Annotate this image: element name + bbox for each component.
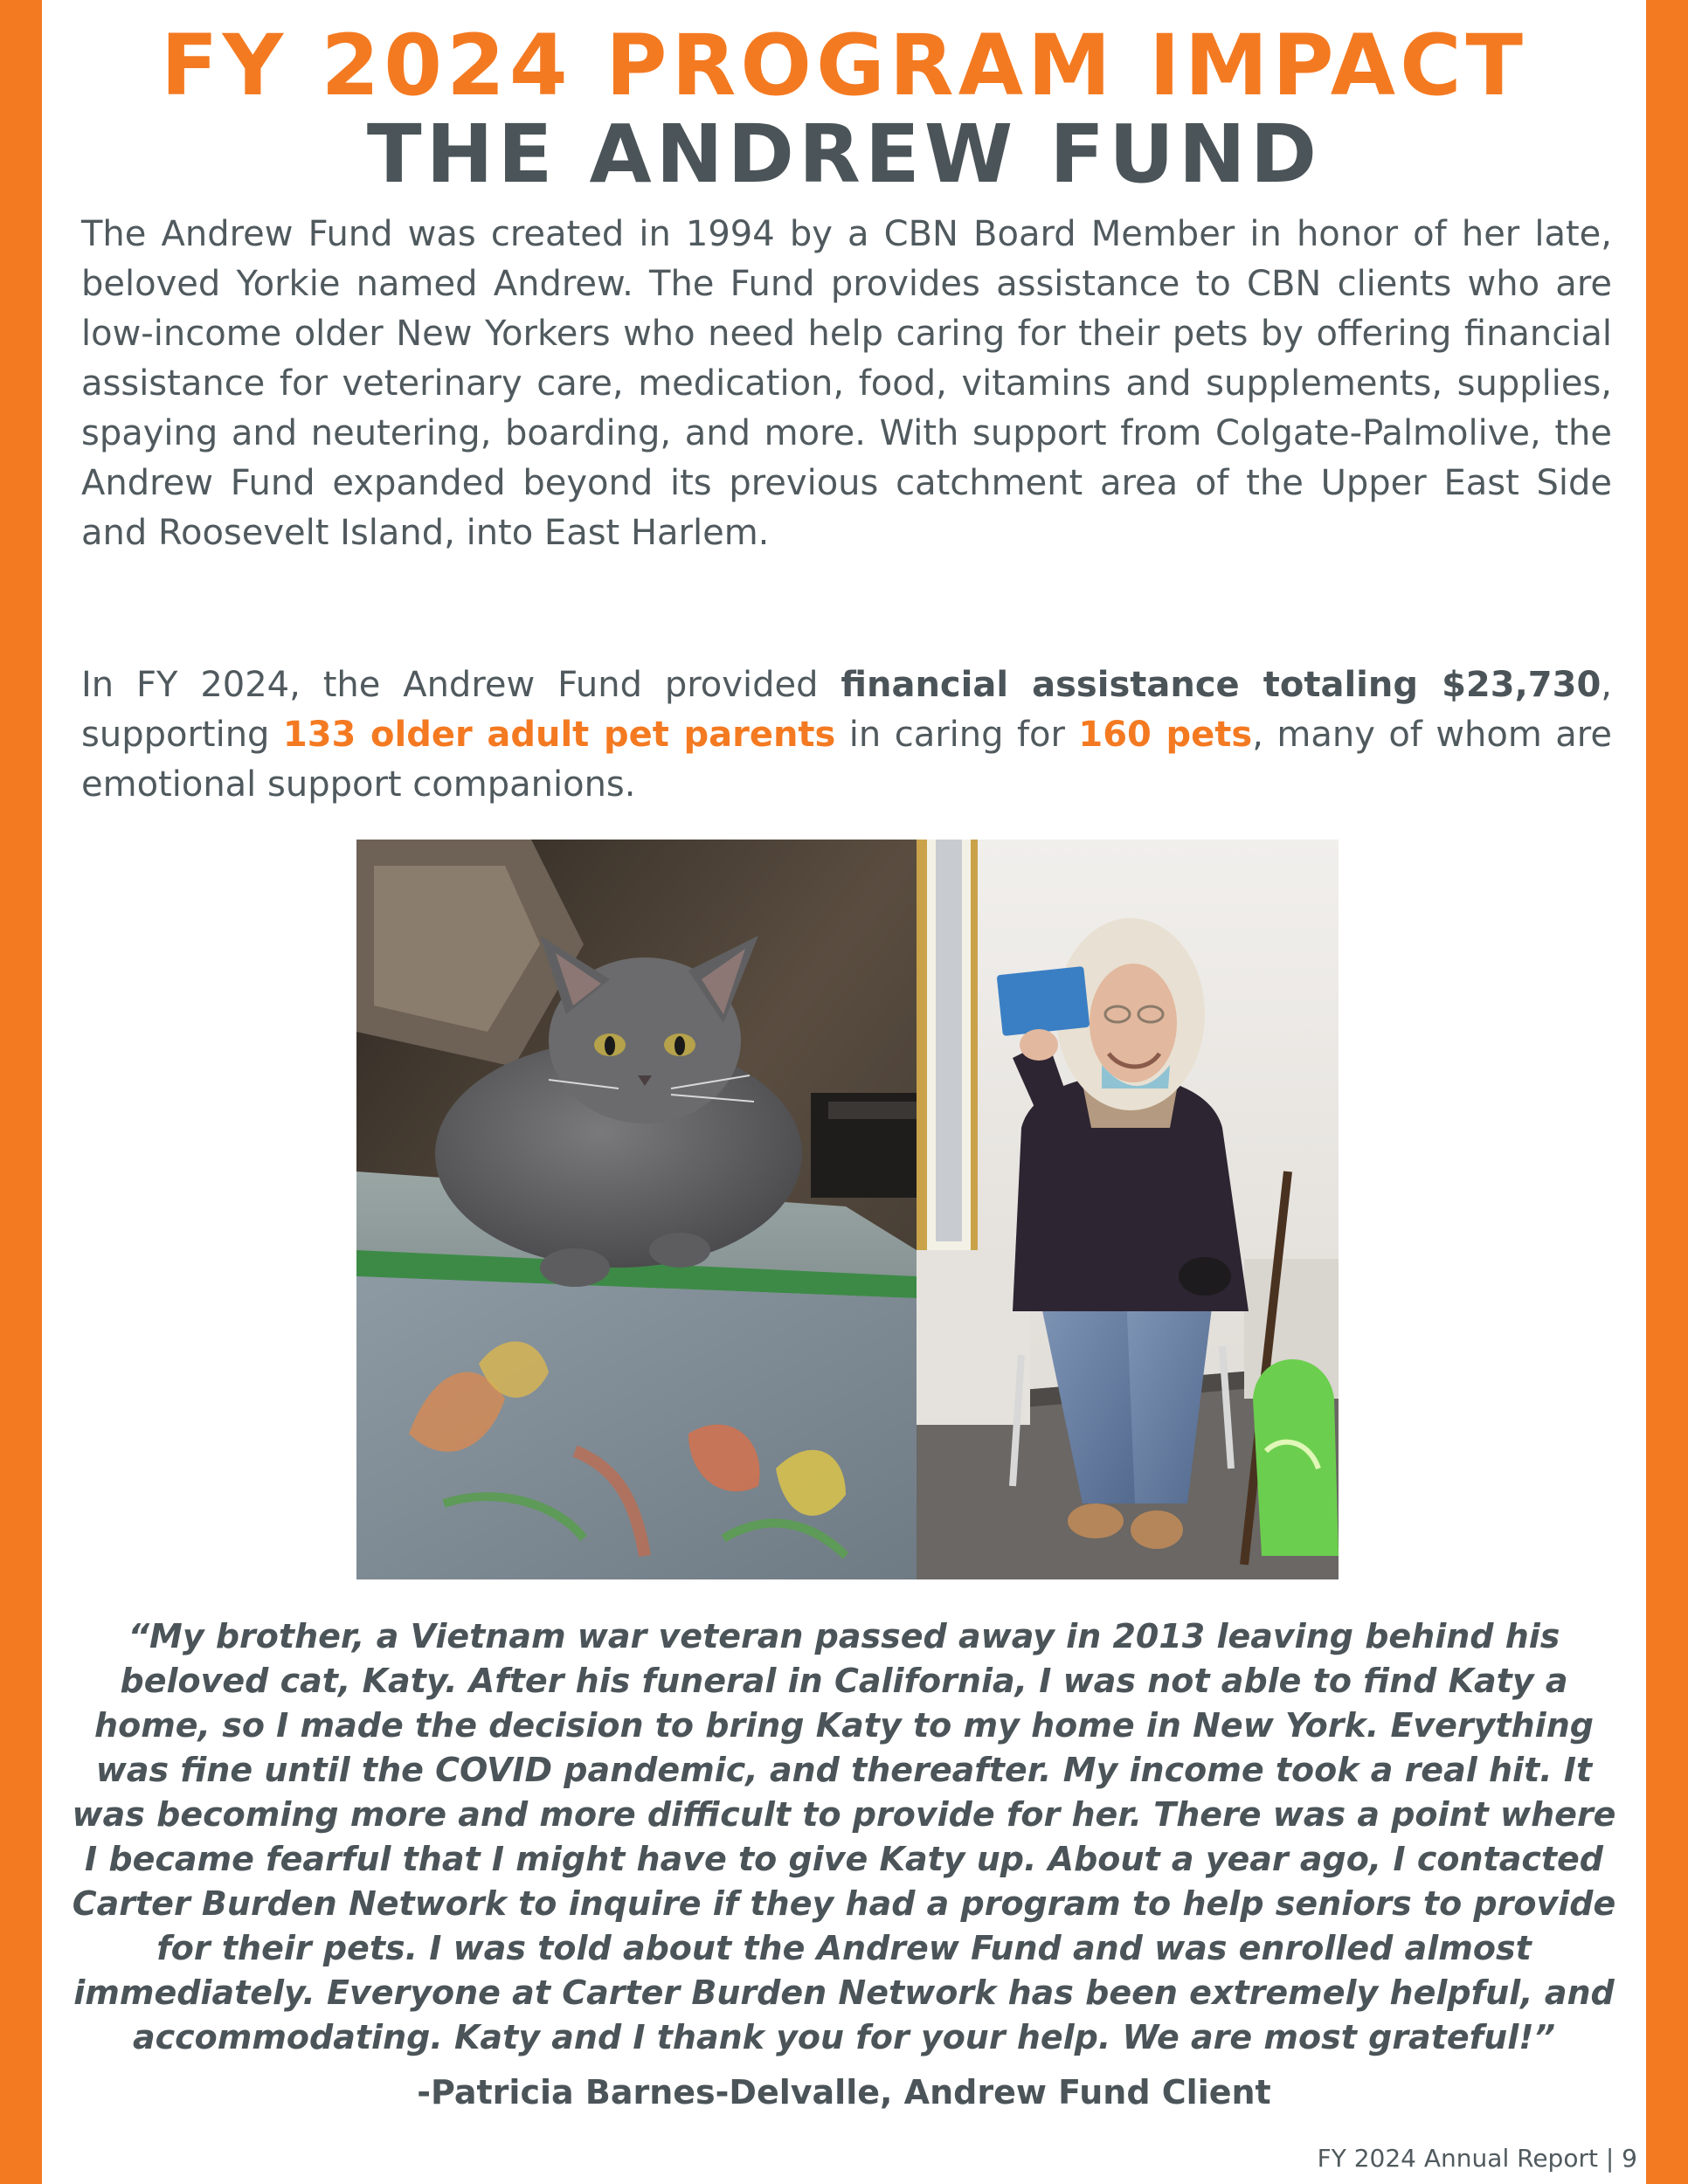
- stats-text-4: , many of whom are emotional support companions.: [81, 715, 1612, 805]
- page-title: FY 2024 PROGRAM IMPACT: [160, 17, 1527, 114]
- page-subtitle: THE ANDREW FUND: [366, 107, 1322, 201]
- stats-text-2: , supporting: [81, 665, 1612, 755]
- cat-photo: [356, 840, 917, 1579]
- stats-pet-parents: 133 older adult pet parents: [282, 715, 836, 755]
- stats-paragraph: [81, 660, 1612, 810]
- stats-assistance-total: financial assistance totaling $23,730: [841, 665, 1602, 705]
- client-photo: [917, 840, 1339, 1579]
- page-border-right: [1646, 0, 1688, 2184]
- stats-text-1: In FY 2024, the Andrew Fund provided: [81, 665, 841, 705]
- quote-attribution: -Patricia Barnes-Delvalle, Andrew Fund Client: [417, 2073, 1271, 2111]
- page-border-left: [0, 0, 42, 2184]
- page-footer: FY 2024 Annual Report | 9: [1317, 2144, 1637, 2173]
- stats-pets: 160 pets: [1078, 715, 1253, 755]
- intro-paragraph: The Andrew Fund was created in 1994 by a CBN Board Member in honor of her late, beloved Yorkie named Andrew. The Fund provides assistance to CBN clients who are low-income older New Yorkers who need help caring for their pets by offering financial assistance for veterinary care, medication, food, vitamins and supplements, supplies, spaying and neutering, boarding, and more. With support from Colgate-Palmolive, the Andrew Fund expanded beyond its previous catchment area of the Upper East Side and Roosevelt Island, into East Harlem.: [81, 214, 1612, 553]
- client-quote: “My brother, a Vietnam war veteran passed away in 2013 leaving behind his beloved cat, Katy. After his funeral in California, I was not able to find Katy a home, so I made the decision to bring Katy to my home in New York. Everything was fine until the COVID pandemic, and thereafter. My income took a real hit. It was becoming more and more difficult to provide for her. There was a point where I became fearful that I might have to give Katy up. About a year ago, I contacted Carter Burden Network to inquire if they had a program to help seniors to provide for their pets. I was told about the Andrew Fund and was enrolled almost immediately. Everyone at Carter Burden Network has been extremely helpful, and accommodating. Katy and I thank you for your help. We are most grateful!”: [72, 1617, 1616, 2056]
- stats-text-3: in caring for: [835, 715, 1079, 755]
